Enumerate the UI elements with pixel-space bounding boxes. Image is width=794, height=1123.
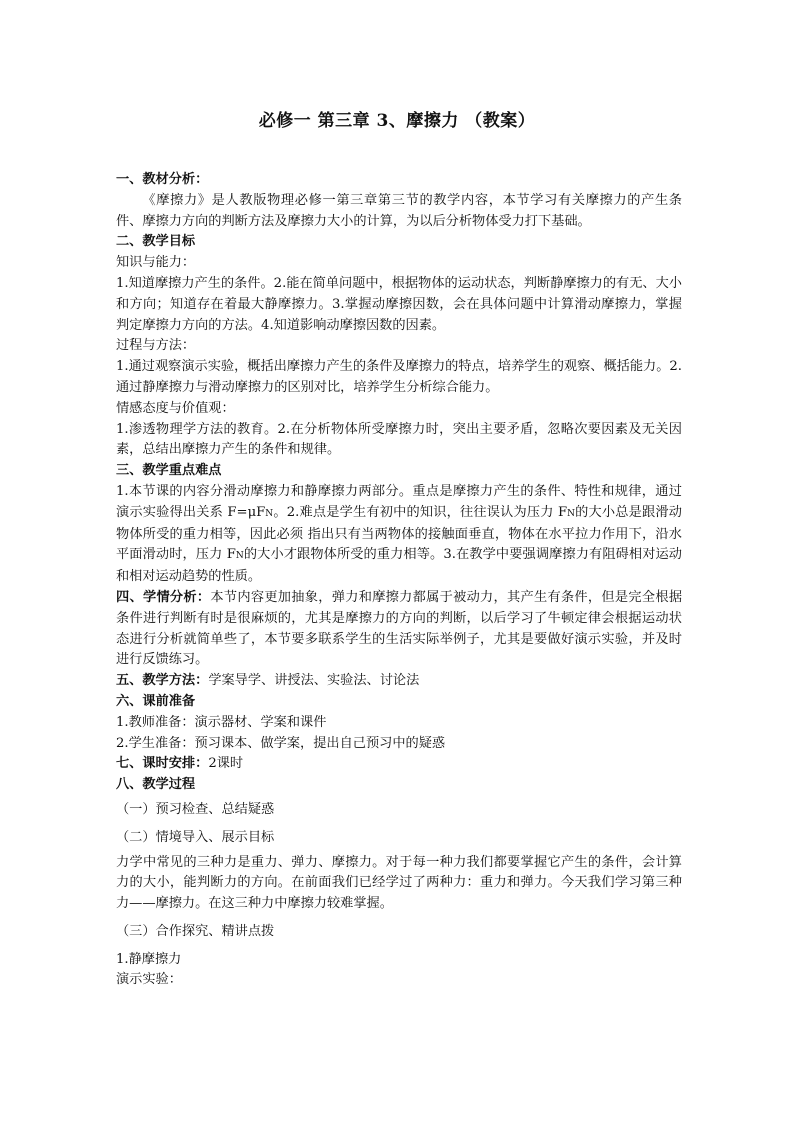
key-points-text-3: 的大小总是跟滑动物体所受的重力相等，因此必须 指出只有当两物体的接触面垂直，物体在水平拉力作用下，沿水平面滑动时，压力 F <box>116 504 682 563</box>
process-step-2: （二）情境导入、展示目标 <box>116 829 275 845</box>
knowledge-label: 知识与能力： <box>116 255 196 271</box>
normal-force-subscript: N <box>265 508 274 519</box>
process-step-2-paragraph: 力学中常见的三种力是重力、弹力、摩擦力。对于每一种力我们都要掌握它产生的条件，会计算力的大小，能判断力的方向。在前面我们已经学过了两种力：重力和弹力。今天我们学习第三种力——摩擦力。在这三种力中摩擦力较难掌握。 <box>116 854 682 912</box>
section-heading-preparation: 六、课前准备 <box>116 693 196 709</box>
section-heading-learner-analysis: 四、学情分析： <box>116 589 211 605</box>
normal-force-subscript: N <box>567 508 575 519</box>
normal-force-subscript: N <box>235 551 244 562</box>
section-heading-process: 八、教学过程 <box>116 777 196 793</box>
process-step-3: （三）合作探究、精讲点拨 <box>116 923 275 939</box>
learner-analysis-text: 本节内容更加抽象，弹力和摩擦力都属于被动力，其产生有条件，但是完全根据条件进行判断有时是很麻烦的，尤其是摩擦力的方向的判断，以后学习了牛顿定律会根据运动状态进行分析就简单些了，本节要多联系学生的生活实际举例子，尤其是要做好演示实验，并及时进行反馈练习。 <box>116 589 683 668</box>
methods-text: 学案导学、讲授法、实验法、讨论法 <box>208 673 420 689</box>
section-heading-materials: 一、教材分析： <box>116 172 209 187</box>
document-body <box>116 170 682 991</box>
demo-experiment-label: 演示实验： <box>116 972 182 988</box>
learner-analysis-paragraph <box>116 588 682 671</box>
emotion-paragraph: 1.渗透物理学方法的教育。2.在分析物体所受摩擦力时，突出主要矛盾，忽略次要因素及无关因素，总结出摩擦力产生的条件和规律。 <box>116 421 682 458</box>
section-heading-methods: 五、教学方法： <box>116 673 209 689</box>
key-points-text-1: 1.本节课的内容分滑动摩擦力和静摩擦力两部分。重点是摩擦力产生的条件、特性和规律，通过演示实验得出关系 F=μF <box>116 483 682 520</box>
key-points-text-4: 的大小才跟物体所受的重力相等。3.在教学中要强调摩擦力有阻碍相对运动和相对运动趋势的性质。 <box>116 547 682 585</box>
teacher-preparation: 1.教师准备：演示器材、学案和课件 <box>116 714 327 730</box>
section-heading-objectives: 二、教学目标 <box>116 234 196 250</box>
page-title: 必修一 第三章 3、摩擦力 （教案） <box>258 111 536 131</box>
key-points-text-2: 。2.难点是学生有初中的知识，往往误认为压力 F <box>273 504 568 520</box>
process-label: 过程与方法： <box>116 338 196 354</box>
process-paragraph: 1.通过观察演示实验，概括出摩擦力产生的条件及摩擦力的特点，培养学生的观察、概括能力。2.通过静摩擦力与滑动摩擦力的区别对比，培养学生分析综合能力。 <box>116 359 682 395</box>
schedule-text: 2课时 <box>208 756 244 772</box>
materials-paragraph: 《摩擦力》是人教版物理必修一第三章第三节的教学内容，本节学习有关摩擦力的产生条件、摩擦力方向的判断方法及摩擦力大小的计算，为以后分析物体受力打下基础。 <box>116 192 682 229</box>
schedule-line <box>116 754 682 775</box>
key-points-paragraph <box>116 482 682 588</box>
section-heading-key-points: 三、教学重点难点 <box>116 463 222 479</box>
methods-line <box>116 671 682 692</box>
section-heading-schedule: 七、课时安排： <box>116 756 209 772</box>
process-step-1: （一）预习检查、总结疑惑 <box>116 801 275 817</box>
emotion-label: 情感态度与价值观： <box>116 400 235 416</box>
knowledge-paragraph: 1.知道摩擦力产生的条件。2.能在简单问题中，根据物体的运动状态，判断静摩擦力的有无、大小和方向；知道存在着最大静摩擦力。3.掌握动摩擦因数，会在具体问题中计算滑动摩擦力，掌握判定摩擦力方向的方法。4.知道影响动摩擦因数的因素。 <box>116 275 682 333</box>
student-preparation: 2.学生准备：预习课本、做学案，提出自己预习中的疑惑 <box>116 735 446 751</box>
static-friction-heading: 1.静摩擦力 <box>116 951 182 967</box>
